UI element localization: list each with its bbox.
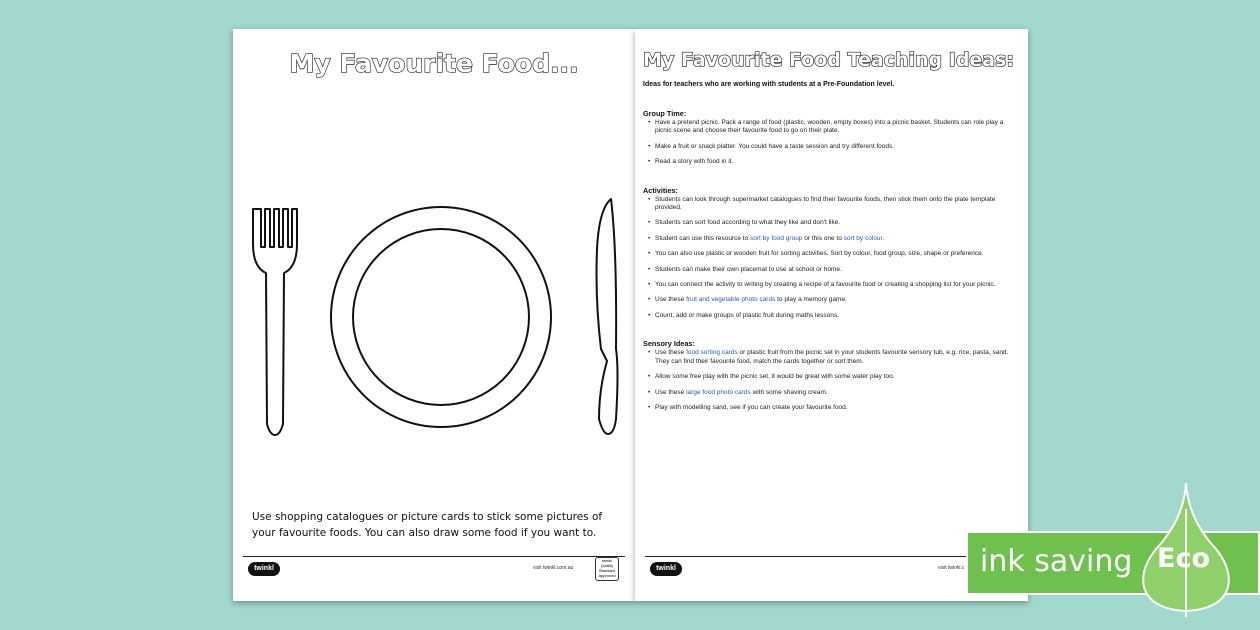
sort-by-colour-link[interactable]: sort by colour bbox=[843, 234, 883, 242]
teaching-ideas-title: My Favourite Food Teaching Ideas: bbox=[643, 49, 1015, 71]
teaching-ideas-subtitle: Ideas for teachers who are working with students at a Pre-Foundation level. bbox=[643, 81, 895, 88]
large-food-photo-cards-link[interactable]: large food photo cards bbox=[686, 388, 751, 396]
footer-divider bbox=[645, 556, 1018, 557]
item-text: Use these bbox=[655, 388, 687, 396]
list-item bbox=[655, 296, 1018, 304]
sensory-ideas-section bbox=[643, 339, 1018, 412]
teaching-ideas-content bbox=[643, 109, 1018, 431]
worksheet-page bbox=[233, 29, 635, 601]
list-item: • Allow some free play with the picnic set, it would be great with some water play too. bbox=[655, 373, 1018, 381]
list-item bbox=[655, 235, 1018, 243]
item-text: . bbox=[882, 234, 885, 242]
list-item: • Students can make their own placemat to use at school or home. bbox=[655, 266, 1018, 274]
item-text: Student can use this resource to bbox=[655, 234, 751, 242]
list-item: • Students can look through supermarket catalogues to find their favourite foods, then stick them onto the plate template provided. bbox=[655, 196, 1018, 213]
sort-by-food-group-link[interactable]: sort by food group bbox=[750, 234, 803, 242]
knife-icon bbox=[597, 199, 618, 434]
list-item bbox=[655, 349, 1018, 366]
item-text: to play a memory game. bbox=[775, 296, 847, 304]
ink-saving-label: ink saving bbox=[980, 544, 1133, 579]
group-time-section bbox=[643, 109, 1018, 167]
fruit-vegetable-photo-cards-link[interactable]: fruit and vegetable photo cards bbox=[686, 296, 776, 304]
twinkl-logo: twinkl bbox=[650, 562, 682, 576]
item-text: Use these bbox=[655, 349, 687, 357]
list-item: • Count, add or make groups of plastic fruit during maths lessons. bbox=[655, 312, 1018, 320]
list-item: • Play with modelling sand, see if you can create your favourite food. bbox=[655, 404, 1018, 412]
plate-icon bbox=[331, 207, 551, 427]
worksheet-title: My Favourite Food... bbox=[289, 49, 579, 78]
item-text: or this one to bbox=[802, 234, 844, 242]
plate-setting-illustration bbox=[233, 189, 635, 469]
list-item bbox=[655, 389, 1018, 397]
worksheet-instructions: Use shopping catalogues or picture cards to stick some pictures of your favourite foods. You can also draw some food if you want to. bbox=[252, 511, 603, 539]
item-text: with some shaving cream. bbox=[750, 388, 828, 396]
quality-badge-icon: twinkl Quality Standard Approved bbox=[595, 557, 619, 581]
teaching-ideas-page bbox=[635, 29, 1028, 601]
list-item: • You can connect the activity to writing by creating a recipe of a favourite food or creating a shopping list for your picnic. bbox=[655, 281, 1018, 289]
section-heading: Sensory Ideas: bbox=[643, 339, 695, 349]
item-text: Use these bbox=[655, 296, 687, 304]
list-item: • Read a story with food in it. bbox=[655, 158, 1018, 166]
activities-section bbox=[643, 186, 1018, 321]
footer-divider bbox=[243, 556, 625, 557]
twinkl-logo: twinkl bbox=[248, 562, 280, 576]
fork-icon bbox=[253, 209, 297, 435]
list-item: • Have a pretend picnic. Pack a range of food (plastic, wooden, empty boxes) into a picnic basket. Students can role play a picnic scene and choose their favourite food to go on their plate. bbox=[655, 119, 1018, 136]
list-item: • You can also use plastic or wooden fruit for sorting activities. Sort by colour, food group, size, shape or preference. bbox=[655, 250, 1018, 258]
footer-url: visit twinkl.c bbox=[938, 565, 965, 571]
list-item: • Make a fruit or snack platter. You could have a taste session and try different foods. bbox=[655, 143, 1018, 151]
eco-label: Eco bbox=[1157, 543, 1210, 574]
section-heading: Group Time: bbox=[643, 109, 687, 118]
item-text: or plastic fruit from the picnic set in your students favourite sensory tub, e.g. rice, pasta, sand. They can find their favourite food, match the cards together or sort them. bbox=[655, 349, 1009, 365]
footer-url: visit twinkl.com.au bbox=[533, 565, 574, 571]
list-item: • Students can sort food according to what they like and don't like. bbox=[655, 219, 1018, 227]
section-heading: Activities: bbox=[643, 185, 678, 195]
food-sorting-cards-link[interactable]: food sorting cards bbox=[686, 349, 738, 357]
